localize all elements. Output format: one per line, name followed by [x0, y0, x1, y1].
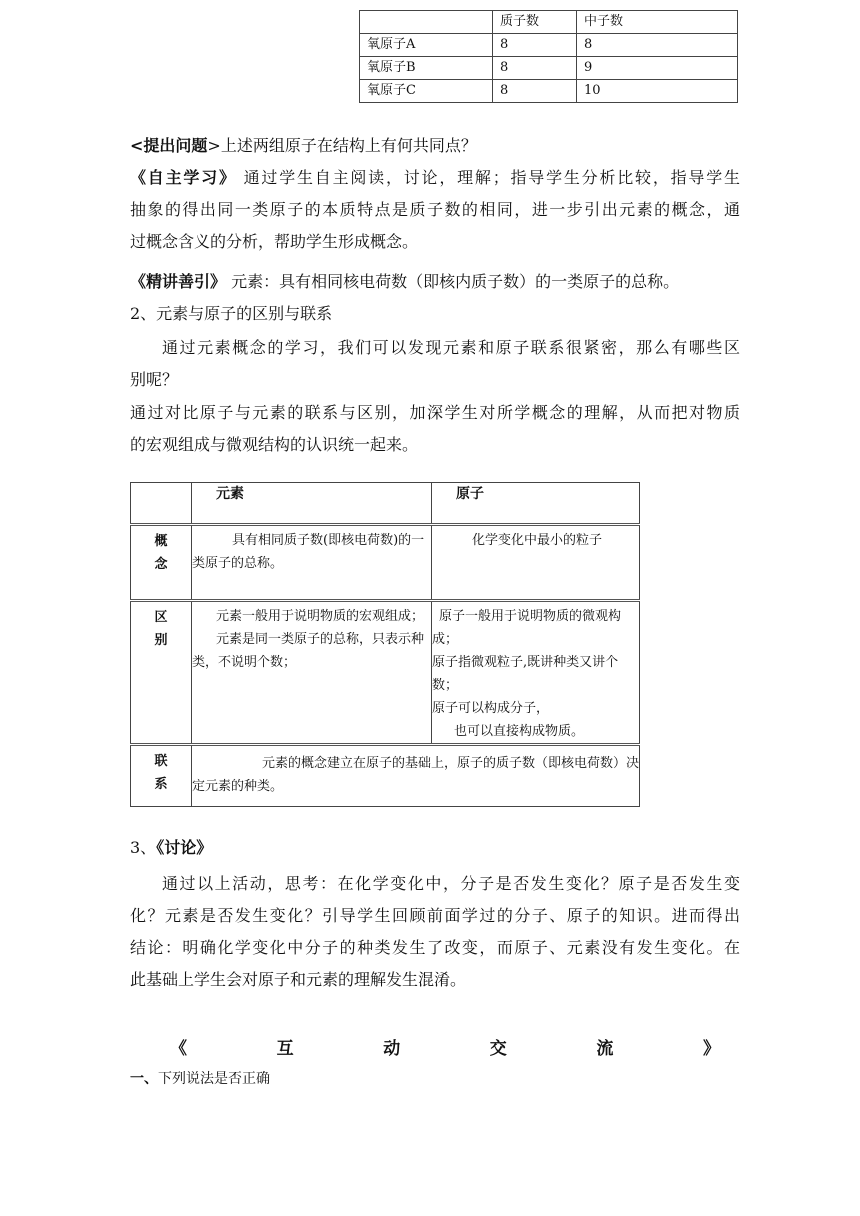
key-explanation-paragraph — [130, 266, 740, 298]
interactive-exchange-heading — [170, 1034, 720, 1059]
difference-atom-line: 原子指微观粒子,既讲种类又讲个数； — [432, 655, 619, 693]
row-label-link — [131, 745, 192, 807]
self-study-line-1 — [130, 162, 740, 194]
exercise-number: 一、 — [130, 1071, 158, 1087]
table-row — [131, 601, 640, 745]
table-cell: 8 — [493, 80, 577, 103]
difference-atom-cell — [432, 601, 640, 745]
table-header-cell — [192, 483, 432, 525]
difference-atom-line: 原子可以构成分子， — [432, 701, 550, 716]
section-3-number: 3、 — [130, 838, 157, 857]
section-3-heading — [130, 832, 740, 864]
table-cell: 9 — [577, 57, 738, 80]
row-label-char: 联 — [154, 754, 168, 769]
link-cell: 元素的概念建立在原子的基础上，原子的质子数（即核电荷数）决定元素的种类。 — [192, 745, 640, 807]
header-element: 元素 — [216, 486, 244, 502]
self-study-tag: 《自主学习》 — [130, 168, 237, 187]
table-row — [360, 57, 738, 80]
question-tag: <提出问题 — [130, 136, 208, 155]
table-header-cell: 中子数 — [577, 11, 738, 34]
table-header-cell — [131, 483, 192, 525]
heading-char: 交 — [489, 1039, 507, 1059]
table-header-row — [360, 11, 738, 34]
question-text: >上述两组原子在结构上有何共同点？ — [207, 136, 477, 155]
paragraph-3-line-1: 通过对比原子与元素的联系与区别，加深学生对所学概念的理解，从而把对物质 — [130, 403, 740, 422]
row-label-char: 概 — [154, 534, 168, 549]
table-cell: 8 — [577, 34, 738, 57]
key-explanation-text: 元素：具有相同核电荷数（即核内质子数）的一类原子的总称。 — [226, 272, 680, 291]
table-header-row — [131, 483, 640, 525]
table-row — [131, 745, 640, 807]
self-study-text: 通过学生自主阅读，讨论，理解；指导学生分析比较，指导学生 — [243, 168, 740, 187]
exercise-text: 下列说法是否正确 — [158, 1071, 270, 1087]
paragraph-4-line-2: 化？元素是否发生变化？引导学生回顾前面学过的分子、原子的知识。进而得出 — [130, 906, 740, 925]
question-paragraph — [130, 130, 740, 162]
row-label-concept — [131, 525, 192, 601]
heading-char: 动 — [383, 1039, 401, 1059]
row-label-char: 念 — [154, 557, 168, 572]
table-header-cell: 质子数 — [493, 11, 577, 34]
self-study-line-3: 过概念含义的分析，帮助学生形成概念。 — [130, 232, 419, 251]
row-label-char: 系 — [154, 777, 168, 792]
key-explanation-tag: 《精讲善引》 — [130, 272, 227, 291]
paragraph-4-line-3: 结论：明确化学变化中分子的种类发生了改变，而原子、元素没有发生变化。在 — [130, 938, 740, 957]
self-study-line-2: 抽象的得出同一类原子的本质特点是质子数的相同，进一步引出元素的概念，通 — [130, 200, 740, 219]
row-label-difference — [131, 601, 192, 745]
table-cell: 10 — [577, 80, 738, 103]
concept-element-cell: 具有相同质子数(即核电荷数)的一类原子的总称。 — [192, 525, 432, 601]
heading-char: 》 — [702, 1039, 720, 1059]
table-row — [360, 34, 738, 57]
row-label-char: 别 — [154, 633, 168, 648]
paragraph-3-line-2: 的宏观组成与微观结构的认识统一起来。 — [130, 435, 419, 454]
paragraph-4-line-4: 此基础上学生会对原子和元素的理解发生混淆。 — [130, 970, 467, 989]
table-row — [360, 80, 738, 103]
table-cell: 8 — [493, 34, 577, 57]
table-header-cell — [360, 11, 493, 34]
difference-element-cell — [192, 601, 432, 745]
difference-atom-line: 也可以直接构成物质。 — [454, 724, 585, 739]
difference-element-line: 元素一般用于说明物质的宏观组成； — [216, 609, 425, 624]
table-cell: 氧原子B — [360, 57, 493, 80]
table-row — [131, 525, 640, 601]
exercise-item-1 — [130, 1066, 270, 1092]
table-header-cell — [432, 483, 640, 525]
element-atom-table — [130, 482, 640, 807]
table-cell: 氧原子C — [360, 80, 493, 103]
paragraph-2-line-2: 别呢？ — [130, 370, 179, 389]
table-cell: 8 — [493, 57, 577, 80]
row-label-char: 区 — [154, 610, 168, 625]
difference-element-line: 元素是同一类原子的总称，只表示种类，不说明个数； — [192, 632, 425, 670]
difference-atom-line: 原子一般用于说明物质的微观构成； — [432, 609, 622, 647]
paragraph-4-line-1: 通过以上活动，思考：在化学变化中，分子是否发生变化？原子是否发生变 — [162, 874, 740, 893]
section-2-heading: 2、元素与原子的区别与联系 — [130, 304, 333, 323]
heading-char: 互 — [276, 1039, 294, 1059]
proton-neutron-table — [359, 10, 738, 103]
concept-atom-cell: 化学变化中最小的粒子 — [432, 525, 640, 601]
section-3-tag: 《讨论》 — [156, 838, 213, 857]
header-atom: 原子 — [456, 486, 484, 502]
paragraph-2-line-1: 通过元素概念的学习，我们可以发现元素和原子联系很紧密，那么有哪些区 — [162, 338, 740, 357]
heading-char: 《 — [170, 1039, 187, 1059]
heading-char: 流 — [596, 1039, 614, 1059]
table-cell: 氧原子A — [360, 34, 493, 57]
